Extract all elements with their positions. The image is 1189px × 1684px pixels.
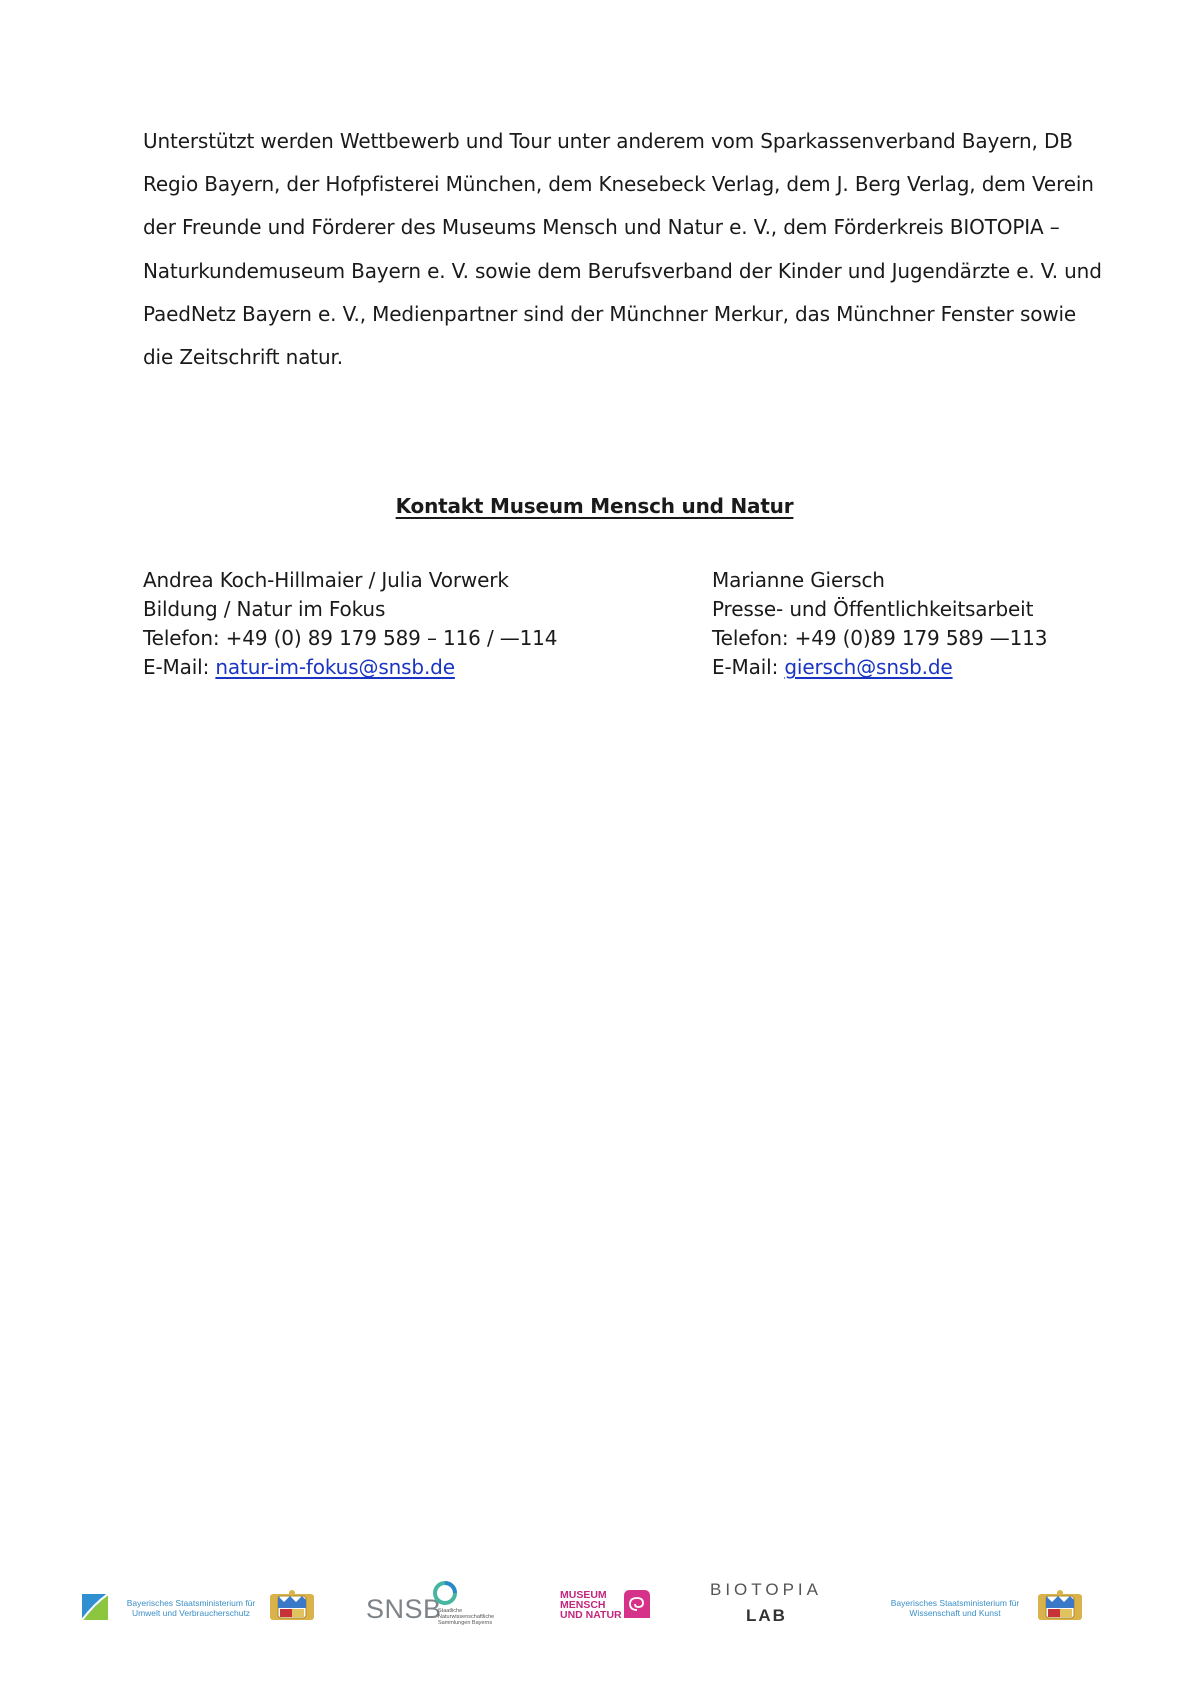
ministry-line: Bayerisches Staatsministerium für	[890, 1598, 1020, 1608]
ministry-line: Wissenschaft und Kunst	[909, 1608, 1001, 1618]
footer-logos	[0, 1578, 1189, 1638]
email-label: E-Mail:	[712, 655, 785, 679]
contact-phone: Telefon: +49 (0)89 179 589 —113	[712, 626, 1048, 650]
biotopia-line: BIOTOPIA	[710, 1580, 822, 1599]
snsb-sub-line: Sammlungen Bayerns	[438, 1620, 493, 1626]
contact-block-press	[712, 566, 1047, 682]
logo-wissenschaft-ministry	[880, 1590, 1100, 1624]
paragraph-line: Unterstützt werden Wettbewerb und Tour unter anderem vom Sparkassenverband Bayern, DB	[143, 129, 1073, 153]
ring-icon	[432, 1580, 458, 1606]
museum-line: MENSCH	[560, 1599, 606, 1611]
biotopia-lab-line: LAB	[746, 1606, 787, 1625]
contact-role: Bildung / Natur im Fokus	[143, 597, 386, 621]
bavarian-coat-of-arms-icon	[268, 1590, 316, 1622]
paragraph-line: PaedNetz Bayern e. V., Medienpartner sind der Münchner Merkur, das Münchner Fenster sowie	[143, 301, 1077, 326]
logo-museum-mensch-und-natur	[560, 1588, 660, 1628]
museum-line: UND NATUR	[560, 1609, 622, 1621]
snsb-sub-line: Naturwissenschaftliche	[438, 1614, 495, 1620]
contact-name: Marianne Giersch	[712, 568, 885, 592]
contact-heading-text: Kontakt Museum Mensch und Natur	[395, 494, 794, 518]
spiral-icon	[622, 1588, 652, 1620]
email-link[interactable]: giersch@snsb.de	[784, 655, 953, 679]
body-paragraph	[143, 120, 1102, 379]
ministry-line: Bayerisches Staatsministerium für	[126, 1598, 256, 1608]
contact-email-row	[143, 653, 557, 682]
contact-heading	[0, 494, 1189, 518]
snsb-mark: SNSB	[366, 1594, 442, 1624]
logo-biotopia-lab	[710, 1578, 830, 1634]
email-label: E-Mail:	[143, 655, 216, 679]
contact-email-row	[712, 653, 1047, 682]
contact-phone: Telefon: +49 (0) 89 179 589 – 116 / —114	[143, 626, 558, 650]
snsb-sub-line: Staatliche	[438, 1608, 463, 1614]
ministry-line: Umwelt und Verbraucherschutz	[131, 1608, 251, 1618]
leaf-icon	[80, 1592, 110, 1622]
logo-snsb	[366, 1578, 516, 1634]
logo-umwelt-ministry	[80, 1590, 320, 1624]
paragraph-line: Naturkundemuseum Bayern e. V. sowie dem Berufsverband der Kinder und Jugendärzte e. V. und	[143, 258, 1102, 283]
contact-block-education	[143, 566, 557, 682]
paragraph-line: der Freunde und Förderer des Museums Mensch und Natur e. V., dem Förderkreis BIOTOPIA –	[143, 215, 1060, 240]
bavarian-coat-of-arms-icon	[1036, 1590, 1084, 1622]
paragraph-line: die Zeitschrift natur.	[143, 345, 343, 370]
paragraph-line: Regio Bayern, der Hofpfisterei München, dem Knesebeck Verlag, dem J. Berg Verlag, dem Verein	[143, 172, 1094, 197]
email-link[interactable]: natur-im-fokus@snsb.de	[215, 655, 455, 679]
museum-line: MUSEUM	[560, 1589, 607, 1601]
contact-role: Presse- und Öffentlichkeitsarbeit	[712, 597, 1034, 621]
contact-name: Andrea Koch-Hillmaier / Julia Vorwerk	[143, 568, 509, 592]
